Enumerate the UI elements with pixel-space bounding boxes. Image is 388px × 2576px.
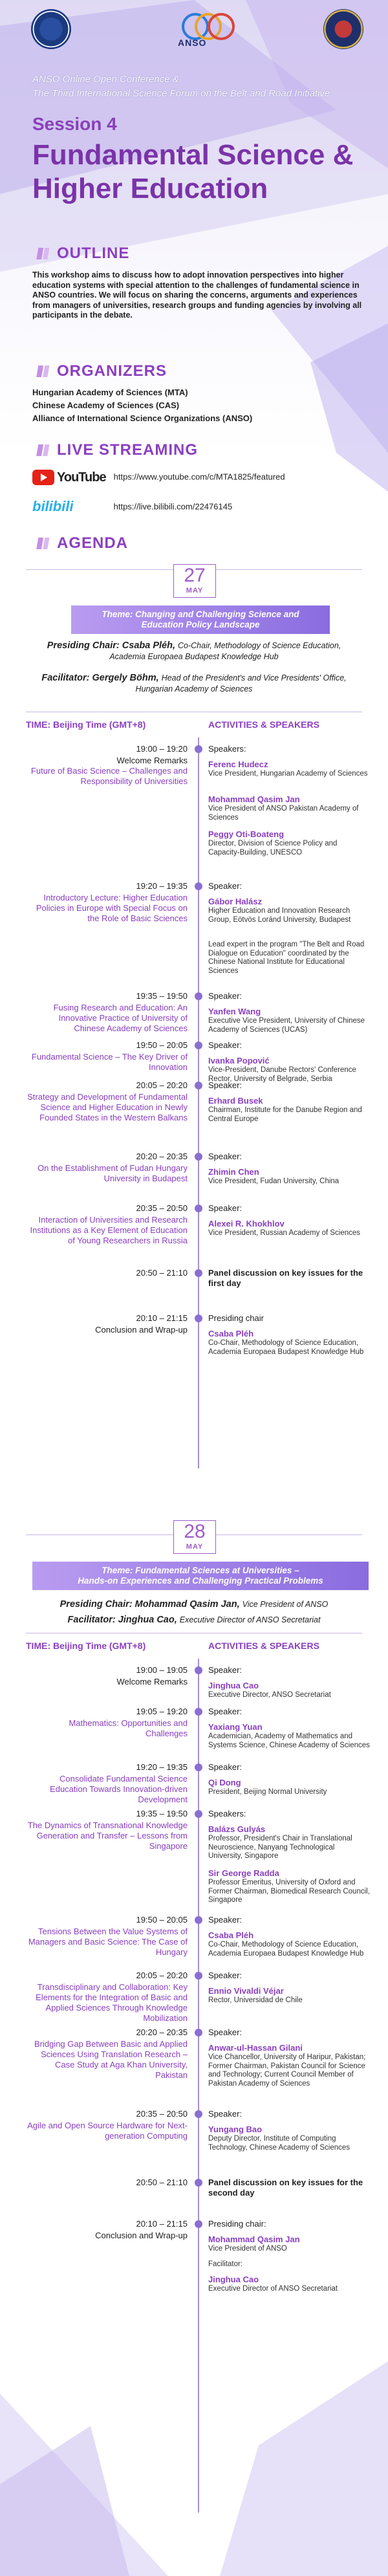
session-time: 20:20 – 20:35 xyxy=(136,2027,188,2037)
timeline-dot xyxy=(195,1205,202,1212)
speaker xyxy=(208,2260,370,2269)
date-badge-day2 xyxy=(173,1520,216,1554)
speaker-affiliation: Vice President, Russian Academy of Sciences xyxy=(208,1229,361,1237)
speaker-affiliation: Vice President of ANSO xyxy=(208,2245,287,2253)
speaker xyxy=(208,759,370,779)
timeline-dot xyxy=(195,992,202,1000)
speaker-affiliation: Director, Division of Science Policy and Capacity-Building, UNESCO xyxy=(208,840,338,857)
speaker-label: Speaker: xyxy=(208,881,242,891)
bilibili-link[interactable]: https://live.bilibili.com/22476145 xyxy=(113,501,233,512)
speaker xyxy=(208,2275,370,2294)
date-badge-day1 xyxy=(173,564,216,598)
time-column-header: TIME: Beijing Time (GMT+8) xyxy=(26,719,146,730)
session-time: 20:05 – 20:20 xyxy=(136,1080,188,1090)
theme-line: Hands-on Experiences and Challenging Practical Problems xyxy=(78,1576,323,1586)
speaker-label: Speaker: xyxy=(208,2109,242,2119)
slash-icon xyxy=(32,444,50,456)
session-topic: Agile and Open Source Hardware for Next-generation Computing xyxy=(27,2121,188,2141)
organizers-heading xyxy=(32,362,167,380)
speaker-affiliation: Executive Vice President, University of Chinese Academy of Sciences (UCAS) xyxy=(208,1017,365,1034)
conference-line-1: ANSO Online Open Conference & xyxy=(32,74,179,85)
speaker-name: Csaba Pléh xyxy=(208,1930,254,1940)
youtube-icon xyxy=(32,470,106,485)
chinese-academy-logo xyxy=(323,9,363,49)
speaker xyxy=(208,2124,370,2152)
session-time: 20:50 – 21:10 xyxy=(136,1268,188,1278)
speaker xyxy=(208,1930,370,1958)
slash-icon xyxy=(32,248,50,259)
chair-aff: Vice President of ANSO xyxy=(242,1600,329,1609)
chair-label: Presiding Chair: xyxy=(59,1599,133,1610)
timeline-dot xyxy=(195,1810,202,1818)
day1-presiding-chair xyxy=(13,640,375,662)
speaker xyxy=(208,1681,370,1700)
slash-icon xyxy=(32,538,50,549)
date-month: MAY xyxy=(186,587,204,595)
session-title: Conclusion and Wrap-up xyxy=(95,2231,188,2240)
speaker-name: Zhimin Chen xyxy=(208,1167,259,1177)
outline-heading-text: OUTLINE xyxy=(57,245,130,262)
anso-logo xyxy=(171,12,236,50)
hungarian-academy-logo xyxy=(31,9,71,49)
session-title: Conclusion and Wrap-up xyxy=(95,1325,188,1335)
speaker-name: Yungang Bao xyxy=(208,2124,263,2134)
speaker-name: Jinghua Cao xyxy=(208,2275,259,2284)
speaker-affiliation: Executive Director of ANSO Secretariat xyxy=(208,2285,338,2293)
speaker-affiliation: Vice President of ANSO Pakistan Academy of Sciences xyxy=(208,805,359,822)
chair-name: Csaba Pléh, xyxy=(122,640,175,651)
day1-facilitator xyxy=(13,673,375,695)
timeline-dot xyxy=(195,1082,202,1089)
organizers-list xyxy=(32,386,252,425)
facilitator-name: Jinghua Cao, xyxy=(118,1615,177,1625)
speaker-affiliation: Lead expert in the program "The Belt and Road Dialogue on Education" coordinated by the Chinese National Institute for Educational Sciences xyxy=(208,941,365,975)
organizer-item: Alliance of International Science Organizations (ANSO) xyxy=(32,413,253,423)
session-time: 19:00 – 19:20 xyxy=(136,744,188,754)
session-time: 19:35 – 19:50 xyxy=(136,1809,188,1818)
session-topic: Bridging Gap Between Basic and Applied Sciences Using Translation Research – Case Study at Aga Khan University, Pakistan xyxy=(34,2039,188,2080)
session-topic: Mathematics: Opportunities and Challenges xyxy=(69,1718,188,1738)
timeline-dot xyxy=(195,2029,202,2036)
speaker-name: Ennio Vivaldi Véjar xyxy=(208,1986,284,1996)
session-time: 20:10 – 21:15 xyxy=(136,1313,188,1323)
date-day: 28 xyxy=(184,1521,206,1542)
chair-aff: Co-Chair, Methodology of Science Education, xyxy=(178,641,341,650)
session-topic: Consolidate Fundamental Science Education Towards Innovation-driven Development xyxy=(50,1774,188,1804)
speaker-name: Mohammad Qasim Jan xyxy=(208,794,300,804)
speaker xyxy=(208,2234,370,2254)
anso-logo-text: ANSO xyxy=(178,38,207,48)
speaker-name: Anwar-ul-Hassan Gilani xyxy=(208,2043,303,2053)
speaker-name: Sir George Radda xyxy=(208,1868,279,1878)
bilibili-row xyxy=(32,498,232,516)
speaker-affiliation: Vice-President, Danube Rectors' Conference Rector, University of Belgrade, Serbia xyxy=(208,1066,356,1083)
speaker-label: Speaker: xyxy=(208,1152,242,1161)
speaker-label: Speaker: xyxy=(208,1080,242,1090)
session-time: 19:50 – 20:05 xyxy=(136,1915,188,1925)
speaker-affiliation: Co-Chair, Methodology of Science Education, Academia Europaea Budapest Knowledge Hub xyxy=(208,1941,364,1958)
speaker-affiliation: Vice President, Hungarian Academy of Sciences xyxy=(208,770,368,778)
timeline-dot xyxy=(195,1972,202,1980)
organizer-item: Hungarian Academy of Sciences (MTA) xyxy=(32,387,188,397)
session-topic: Tensions Between the Value Systems of Managers and Basic Science: The Case of Hungary xyxy=(28,1927,188,1957)
speaker xyxy=(208,941,370,976)
speaker-affiliation: President, Beijing Normal University xyxy=(208,1788,327,1796)
timeline-dot xyxy=(195,2110,202,2118)
timeline-dot xyxy=(195,745,202,753)
outline-heading xyxy=(32,245,129,263)
speaker-affiliation: Higher Education and Innovation Research Group, Eötvös Loránd University, Budapest xyxy=(208,907,351,924)
facilitator-name: Gergely Böhm, xyxy=(92,673,159,683)
chair-name: Mohammad Qasim Jan, xyxy=(135,1599,240,1610)
speaker-label: Speaker: xyxy=(208,1762,242,1772)
session-topic: Introductory Lecture: Higher Education Policies in Europe with Special Focus on the Role of Basic Sciences xyxy=(36,893,188,923)
slash-icon xyxy=(32,366,50,377)
session-time: 20:35 – 20:50 xyxy=(136,1203,188,1213)
session-topic: Transdisciplinary and Collaboration: Key Elements for the Integration of Basic and Applied Sciences Through Knowledge Mobilization xyxy=(36,1982,188,2023)
speaker xyxy=(208,1219,370,1238)
speaker-name: Peggy Oti-Boateng xyxy=(208,829,285,839)
speaker-name: Balázs Gulyás xyxy=(208,1824,266,1834)
speaker-affiliation: Vice President, Fudan University, China xyxy=(208,1177,339,1185)
timeline-dot xyxy=(195,2179,202,2187)
outline-text: This workshop aims to discuss how to adopt innovation perspectives into higher education systems with special attention to the challenges of fundamental science in ANSO countries. We will focus on sharing the concerns, arguments and experiences from managers of universities, research groups and funding agencies by involving all participants in the debate. xyxy=(32,270,362,320)
speaker-label: Speaker: xyxy=(208,2027,242,2037)
speaker xyxy=(208,2043,370,2088)
session-time: 19:50 – 20:05 xyxy=(136,1040,188,1050)
day2-facilitator xyxy=(13,1615,375,1626)
speaker-affiliation: Facilitator: xyxy=(208,2260,243,2268)
session-title: Welcome Remarks xyxy=(116,756,188,765)
session-topic: On the Establishment of Fudan Hungary University in Budapest xyxy=(38,1163,188,1183)
session-topic: Future of Basic Science – Challenges and Responsibility of Universities xyxy=(30,766,188,786)
speaker-label: Speaker: xyxy=(208,1203,242,1213)
theme-line: Theme: Changing and Challenging Science and xyxy=(102,609,299,619)
session-time: 19:05 – 19:20 xyxy=(136,1707,188,1716)
organizers-heading-text: ORGANIZERS xyxy=(57,362,167,380)
session-time: 20:20 – 20:35 xyxy=(136,1152,188,1161)
speaker xyxy=(208,1056,370,1084)
session-time: 20:05 – 20:20 xyxy=(136,1970,188,1980)
timeline-dot xyxy=(195,2220,202,2228)
speaker-name: Csaba Pléh xyxy=(208,1329,254,1338)
session-topic: The Dynamics of Transnational Knowledge Generation and Transfer – Lessons from Singapore xyxy=(27,1820,188,1851)
facilitator-label: Facilitator: xyxy=(67,1615,116,1625)
facilitator-aff: Head of the President's and Vice Presidents' Office, xyxy=(161,673,347,682)
speaker-name: Ferenc Hudecz xyxy=(208,759,268,769)
timeline-dot xyxy=(195,882,202,890)
streaming-heading xyxy=(32,441,198,459)
speaker-affiliation: Vice Chancellor, University of Haripur, Pakistan; Former Chairman, Pakistan Council for Science and Technology; Current Council Member of Pakistan Academy of Sciences xyxy=(208,2053,366,2088)
speaker-label: Speaker: xyxy=(208,1665,242,1675)
speaker-name: Erhard Busek xyxy=(208,1096,263,1106)
speaker-affiliation: Professor Emeritus, University of Oxford and Former Chairman, Biomedical Research Council, Singapore xyxy=(208,1879,370,1904)
speaker-label: Speakers: xyxy=(208,1809,246,1818)
youtube-row xyxy=(32,470,285,485)
speaker xyxy=(208,1007,370,1034)
speaker xyxy=(208,794,370,822)
speaker-affiliation: Chairman, Institute for the Danube Region and Central Europe xyxy=(208,1106,362,1123)
chair-label: Presiding Chair: xyxy=(47,640,120,651)
conference-line-2: The Third International Science Forum on the Belt and Road Initiative xyxy=(32,88,330,99)
bilibili-icon xyxy=(32,498,103,516)
speaker xyxy=(208,829,370,857)
title-line-1: Fundamental Science & xyxy=(32,139,354,171)
timeline-dot xyxy=(195,1315,202,1322)
conference-title xyxy=(32,72,330,101)
speaker-name: Yanfen Wang xyxy=(208,1007,261,1016)
page-title xyxy=(32,138,369,206)
facilitator-aff: Hungarian Academy of Sciences xyxy=(135,684,253,693)
panel-discussion: Panel discussion on key issues for the first day xyxy=(208,1268,363,1288)
speaker xyxy=(208,1096,370,1124)
day2-theme-banner xyxy=(32,1562,369,1590)
date-month: MAY xyxy=(186,1543,204,1551)
agenda-heading-text: AGENDA xyxy=(57,534,129,552)
session-topic: Strategy and Development of Fundamental Science and Higher Education in Newly Founded States in the Western Balkans xyxy=(27,1092,188,1122)
timeline-dot xyxy=(195,1269,202,1277)
session-topic: Fusing Research and Education: An Innovative Practice of University of Chinese Academy of Sciences xyxy=(53,1003,188,1033)
speaker-name: Jinghua Cao xyxy=(208,1681,259,1690)
speaker-name: Gábor Halász xyxy=(208,897,263,906)
session-time: 20:10 – 21:15 xyxy=(136,2219,188,2229)
theme-line: Education Policy Landscape xyxy=(141,620,260,629)
chair-aff: Academia Europaea Budapest Knowledge Hub xyxy=(109,652,279,661)
speaker-label: Speaker: xyxy=(208,1970,242,1980)
timeline-dot xyxy=(195,1763,202,1771)
speaker xyxy=(208,1868,370,1905)
timeline-dot xyxy=(195,1916,202,1924)
speaker-name: Yaxiang Yuan xyxy=(208,1722,263,1732)
session-time: 19:20 – 19:35 xyxy=(136,881,188,891)
timeline-line xyxy=(198,737,199,1468)
theme-line: Theme: Fundamental Sciences at Universities – xyxy=(102,1566,299,1575)
speaker-affiliation: Rector, Universidad de Chile xyxy=(208,1996,303,2004)
timeline-line xyxy=(198,1659,199,2513)
session-time: 19:35 – 19:50 xyxy=(136,991,188,1001)
speaker-label: Speaker: xyxy=(208,1915,242,1925)
logo-bar xyxy=(0,9,388,54)
time-column-header: TIME: Beijing Time (GMT+8) xyxy=(26,1641,146,1651)
organizer-item: Chinese Academy of Sciences (CAS) xyxy=(32,400,180,410)
activity-column-header: ACTIVITIES & SPEAKERS xyxy=(208,719,319,730)
speaker-affiliation: Academician, Academy of Mathematics and Systems Science, Chinese Academy of Sciences xyxy=(208,1732,370,1749)
speaker-label: Speaker: xyxy=(208,1040,242,1050)
speaker-label: Presiding chair xyxy=(208,1313,264,1323)
date-day: 27 xyxy=(184,565,206,586)
speaker-label: Speakers: xyxy=(208,744,246,754)
timeline-dot xyxy=(195,1708,202,1716)
session-time: 20:50 – 21:10 xyxy=(136,2178,188,2187)
session-label: Session 4 xyxy=(32,114,117,134)
agenda-heading xyxy=(32,534,128,552)
session-time: 19:20 – 19:35 xyxy=(136,1762,188,1772)
speaker xyxy=(208,1167,370,1186)
day2-presiding-chair xyxy=(13,1599,375,1610)
session-time: 19:00 – 19:05 xyxy=(136,1665,188,1675)
session-topic: Interaction of Universities and Research Institutions as a Key Element of Education of Young Researchers in Russia xyxy=(30,1215,188,1245)
speaker xyxy=(208,1824,370,1861)
session-title: Welcome Remarks xyxy=(116,1677,188,1686)
speaker-name: Alexei R. Khokhlov xyxy=(208,1219,285,1228)
day1-theme-banner xyxy=(71,606,330,634)
session-topic: Fundamental Science – The Key Driver of Innovation xyxy=(31,1052,188,1072)
speaker-name: Mohammad Qasim Jan xyxy=(208,2234,300,2244)
title-line-2: Higher Education xyxy=(32,173,268,204)
speaker-name: Ivanka Popović xyxy=(208,1056,270,1065)
youtube-link[interactable]: https://www.youtube.com/c/MTA1825/featured xyxy=(113,472,285,482)
youtube-label: YouTube xyxy=(57,470,106,485)
timeline-dot xyxy=(195,1153,202,1161)
speaker xyxy=(208,1722,370,1750)
speaker-label: Speaker: xyxy=(208,1707,242,1716)
speaker-affiliation: Co-Chair, Methodology of Science Education, Academia Europaea Budapest Knowledge Hub xyxy=(208,1339,364,1356)
streaming-heading-text: LIVE STREAMING xyxy=(57,441,199,459)
speaker-affiliation: Deputy Director, Institute of Computing Technology, Chinese Academy of Sciences xyxy=(208,2135,350,2152)
speaker xyxy=(208,897,370,924)
panel-discussion: Panel discussion on key issues for the second day xyxy=(208,2178,363,2198)
activity-column-header: ACTIVITIES & SPEAKERS xyxy=(208,1641,319,1651)
speaker-name: Qi Dong xyxy=(208,1778,241,1787)
facilitator-label: Facilitator: xyxy=(41,673,90,683)
speaker xyxy=(208,1778,370,1797)
timeline-dot xyxy=(195,1042,202,1049)
speaker-affiliation: Professor, President's Chair in Translational Neuroscience, Nanyang Technological University, Singapore xyxy=(208,1835,352,1860)
speaker-label: Speaker: xyxy=(208,991,242,1001)
speaker-affiliation: Executive Director, ANSO Secretariat xyxy=(208,1691,331,1699)
facilitator-aff: Executive Director of ANSO Secretariat xyxy=(179,1615,321,1624)
speaker-label: Presiding chair: xyxy=(208,2219,266,2229)
session-time: 20:35 – 20:50 xyxy=(136,2109,188,2119)
speaker xyxy=(208,1329,370,1357)
timeline-dot xyxy=(195,1666,202,1674)
speaker xyxy=(208,1986,370,2005)
bilibili-label: bilibili xyxy=(32,498,74,514)
